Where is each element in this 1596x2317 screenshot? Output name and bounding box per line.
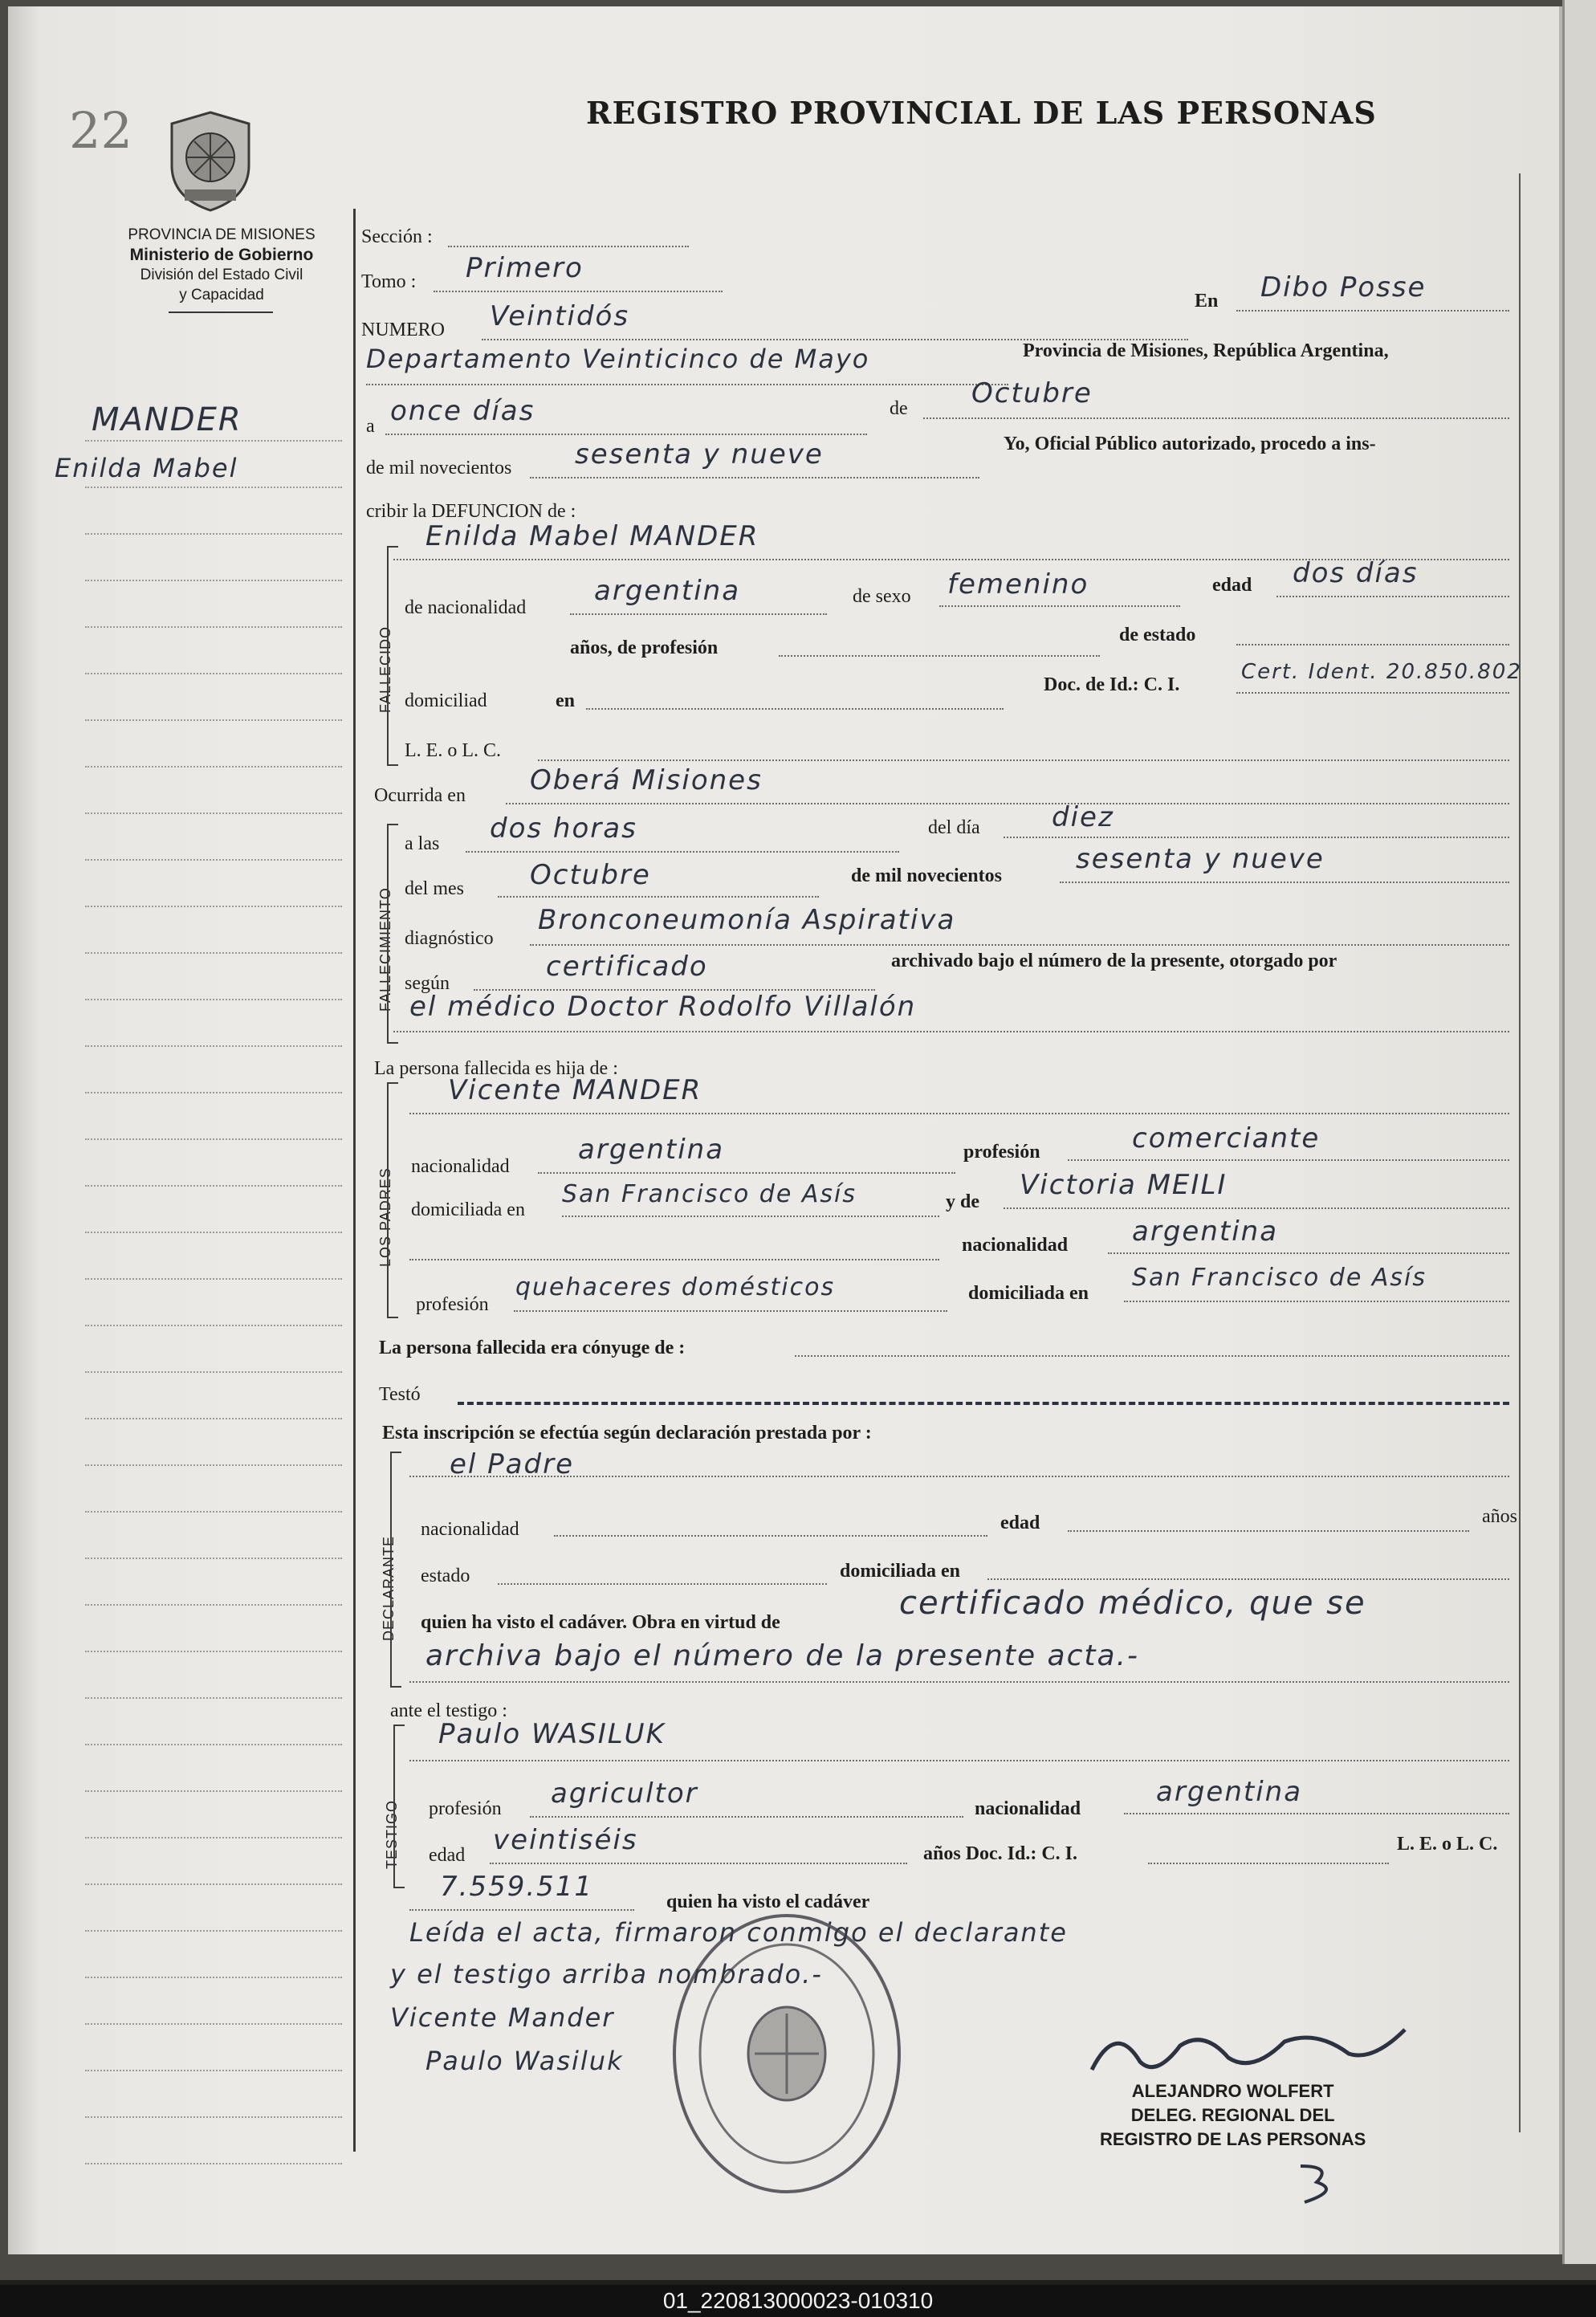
label-tomo: Tomo : [361, 271, 417, 292]
value-ocurrida: Oberá Misiones [530, 764, 763, 796]
label-declaracion: Esta inscripción se efectúa según declaración prestada por : [382, 1423, 872, 1444]
label-del-mes: del mes [405, 878, 464, 899]
section-fallecido: FALLECIDO [377, 625, 393, 713]
label-ante-testigo: ante el testigo : [390, 1700, 507, 1721]
label-de-estado: de estado [1119, 625, 1196, 645]
line-madre-nac [1108, 1252, 1509, 1254]
value-segun: certificado [546, 951, 708, 983]
line-decl-nac [554, 1535, 987, 1537]
org-capacity: y Capacidad [179, 287, 264, 303]
official-title-1: DELEG. REGIONAL DEL [1130, 2105, 1335, 2125]
official-name: ALEJANDRO WOLFERT [1131, 2081, 1334, 2101]
value-anio: sesenta y nueve [575, 438, 824, 470]
line-padre [409, 1113, 1509, 1114]
value-mes-fallec: Octubre [530, 859, 651, 891]
line-testigo-edad [490, 1863, 907, 1864]
value-padre-nac: argentina [578, 1134, 725, 1166]
value-testigo-edad: veintiséis [493, 1824, 638, 1856]
line-testo-crossed [458, 1402, 1509, 1405]
org-province: PROVINCIA DE MISIONES [128, 226, 316, 243]
value-hora: dos horas [490, 812, 637, 845]
label-nacionalidad: de nacionalidad [405, 597, 527, 618]
bracket-fallecido [387, 546, 398, 766]
label-testo: Testó [379, 1384, 421, 1405]
line-madre-extra [409, 1259, 939, 1260]
value-declarante: el Padre [450, 1448, 574, 1480]
margin-given-names: Enilda Mabel [55, 453, 238, 483]
line-doc [1236, 692, 1509, 694]
section-fallecimiento: FALLECIMIENTO [377, 887, 393, 1012]
label-archivado: archivado bajo el número de la presente, otorgado por [891, 951, 1337, 971]
value-dia-fallec: diez [1052, 801, 1114, 833]
official-seal-stamp [666, 1909, 907, 2198]
label-oficial: Yo, Oficial Público autorizado, procedo a ins- [1004, 434, 1376, 454]
line-decl-estado [498, 1583, 827, 1585]
line-le-lc [538, 759, 1509, 761]
closing-line-1: Leída el acta, firmaron conmigo el declarante [409, 1917, 1068, 1948]
value-edad: dos días [1293, 557, 1419, 589]
label-padre-dom: domiciliada en [411, 1199, 525, 1220]
line-padre-prof [1068, 1159, 1509, 1161]
label-a: a [366, 416, 375, 437]
line-diagnostico [530, 944, 1509, 946]
label-le-lc: L. E. o L. C. [405, 740, 501, 761]
value-madre: Victoria MEILI [1020, 1169, 1228, 1201]
line-madre-prof [514, 1310, 947, 1312]
form-right-border [1519, 173, 1521, 2132]
line-testigo-prof [530, 1816, 963, 1818]
org-division: División del Estado Civil [140, 267, 303, 283]
label-domiciliad: domiciliad [405, 690, 487, 711]
label-padre-nac: nacionalidad [411, 1156, 510, 1177]
label-sexo: de sexo [853, 586, 911, 607]
line-madre-dom [1124, 1301, 1509, 1302]
line-nacionalidad [570, 613, 827, 615]
label-doc-id: Doc. de Id.: C. I. [1044, 674, 1180, 695]
value-testigo-prof: agricultor [551, 1777, 698, 1810]
label-provincia: Provincia de Misiones, República Argentina, [1023, 340, 1389, 361]
document-page [8, 6, 1562, 2254]
closing-signature-declarante: Vicente Mander [390, 2002, 615, 2033]
line-anio [530, 477, 979, 478]
value-departamento: Departamento Veinticinco de Mayo [366, 344, 870, 374]
section-declarante: DECLARANTE [381, 1535, 397, 1641]
label-quien-visto: quien ha visto el cadáver. Obra en virtud de [421, 1612, 780, 1633]
margin-initial-mark [1293, 2158, 1341, 2206]
label-madre-dom: domiciliada en [968, 1283, 1089, 1304]
label-madre-prof: profesión [416, 1294, 489, 1315]
line-padre-dom [562, 1216, 939, 1217]
line-decl-edad [1068, 1530, 1469, 1532]
line-testigo-doc [1148, 1863, 1389, 1864]
line-edad [1276, 596, 1509, 597]
value-sexo: femenino [947, 568, 1089, 601]
value-padre-dom: San Francisco de Asís [562, 1180, 857, 1208]
line-dia [385, 434, 867, 435]
line-hora [466, 851, 899, 853]
value-tomo: Primero [466, 252, 584, 284]
label-decl-dom: domiciliada en [840, 1561, 961, 1582]
value-obra-virtud: certificado médico, que se [899, 1585, 1366, 1622]
value-doc: Cert. Ident. 20.850.802 [1241, 660, 1522, 684]
value-madre-dom: San Francisco de Asís [1132, 1264, 1427, 1292]
closing-signature-testigo: Paulo Wasiluk [425, 2046, 624, 2076]
page-number: 22 [69, 101, 132, 160]
section-padres: LOS PADRES [377, 1167, 393, 1267]
value-testigo-nac: argentina [1156, 1776, 1303, 1808]
next-page-edge [1562, 0, 1596, 2264]
value-dia: once días [390, 395, 535, 427]
label-anos-profesion: años, de profesión [570, 637, 719, 658]
value-testigo: Paulo WASILUK [438, 1718, 666, 1750]
label-decl-estado: estado [421, 1566, 470, 1586]
value-diagnostico: Bronconeumonía Aspirativa [538, 904, 956, 936]
line-decl-dom [987, 1578, 1509, 1580]
line-lugar [1236, 310, 1509, 312]
value-nacionalidad: argentina [594, 575, 741, 607]
official-signature [1084, 2014, 1421, 2086]
value-obra-virtud2: archiva bajo el número de la presente acta.- [425, 1639, 1140, 1672]
label-conyuge: La persona fallecida era cónyuge de : [379, 1338, 686, 1358]
document-title: REGISTRO PROVINCIAL DE LAS PERSONAS [586, 95, 1377, 131]
label-en: En [1195, 291, 1219, 312]
label-madre-nac: nacionalidad [962, 1235, 1069, 1256]
label-del-dia: del día [928, 817, 980, 838]
bracket-testigo [393, 1725, 405, 1888]
value-lugar: Dibo Posse [1260, 271, 1427, 303]
label-padre-prof: profesión [963, 1142, 1040, 1163]
line-ocurrida [506, 803, 1509, 804]
line-seccion [448, 246, 689, 247]
value-testigo-doc: 7.559.511 [440, 1871, 594, 1903]
issuing-office-block [85, 225, 358, 305]
label-testigo-prof: profesión [429, 1798, 502, 1819]
label-cribir: cribir la DEFUNCION de : [366, 501, 576, 522]
line-domicilio [586, 708, 1004, 710]
value-nombre: Enilda Mabel MANDER [425, 520, 759, 552]
label-testigo-nac: nacionalidad [975, 1798, 1081, 1819]
line-obra-virtud2 [409, 1681, 1509, 1683]
line-sexo [939, 605, 1180, 607]
line-anio-fallec [1060, 882, 1509, 883]
bracket-fallecimiento [387, 824, 398, 1044]
line-mes [923, 417, 1509, 419]
line-otorgado [393, 1031, 1509, 1032]
label-testigo-le: L. E. o L. C. [1397, 1834, 1498, 1855]
label-y-de: y de [946, 1191, 979, 1212]
line-testigo [409, 1760, 1509, 1761]
label-decl-nac: nacionalidad [421, 1519, 519, 1540]
provincial-crest-logo [162, 109, 259, 214]
line-testigo-nac [1124, 1813, 1509, 1814]
line-mes-fallec [498, 896, 819, 898]
value-otorgado: el médico Doctor Rodolfo Villalón [409, 991, 917, 1023]
line-profesion [779, 655, 1100, 657]
line-padre-nac [538, 1172, 955, 1174]
value-padre-prof: comerciante [1132, 1122, 1321, 1154]
label-a-las: a las [405, 833, 440, 854]
closing-line-2: y el testigo arriba nombrado.- [390, 1959, 823, 1989]
label-de: de [890, 398, 908, 419]
value-anio-fallec: sesenta y nueve [1076, 843, 1325, 875]
line-madre [1004, 1207, 1509, 1209]
line-estado [1236, 644, 1509, 645]
section-testigo: TESTIGO [384, 1799, 400, 1869]
line-tomo [434, 291, 723, 292]
line-declarante [409, 1476, 1509, 1477]
label-de-mil: de mil novecientos [366, 458, 512, 478]
label-hija-de: La persona fallecida es hija de : [374, 1058, 618, 1079]
org-ministry: Ministerio de Gobierno [129, 246, 314, 264]
value-numero: Veintidós [490, 300, 630, 332]
bracket-declarante [390, 1452, 401, 1688]
label-ocurrida: Ocurrida en [374, 785, 466, 806]
label-en2: en [556, 690, 575, 711]
org-underline [169, 312, 273, 313]
official-name-block [1100, 2079, 1366, 2152]
line-departamento [366, 384, 1008, 385]
margin-surname: MANDER [92, 401, 242, 438]
label-segun: según [405, 973, 450, 994]
official-title-2: REGISTRO DE LAS PERSONAS [1100, 2129, 1366, 2149]
value-madre-nac: argentina [1132, 1216, 1279, 1248]
label-testigo-doc: años Doc. Id.: C. I. [923, 1843, 1078, 1864]
label-decl-edad: edad [1000, 1513, 1040, 1533]
label-edad: edad [1212, 575, 1252, 596]
form-left-border [353, 209, 356, 2152]
line-testigo-doc2 [409, 1909, 634, 1911]
label-de-mil2: de mil novecientos [851, 865, 1002, 886]
value-madre-prof: quehaceres domésticos [515, 1273, 836, 1301]
label-numero: NUMERO [361, 320, 446, 340]
label-decl-anos: años [1482, 1506, 1517, 1527]
line-dia-fallec [1004, 837, 1509, 838]
line-conyuge [795, 1355, 1509, 1357]
label-seccion: Sección : [361, 226, 433, 247]
scan-file-id: 01_220813000023-010310 [662, 2288, 934, 2313]
value-mes: Octubre [971, 377, 1093, 409]
label-diagnostico: diagnóstico [405, 928, 494, 949]
value-padre: Vicente MANDER [448, 1074, 702, 1106]
label-quien-visto2: quien ha visto el cadáver [666, 1891, 870, 1912]
scan-footer-bar [0, 2285, 1596, 2317]
bracket-padres [387, 1082, 398, 1318]
label-testigo-edad: edad [429, 1845, 466, 1866]
